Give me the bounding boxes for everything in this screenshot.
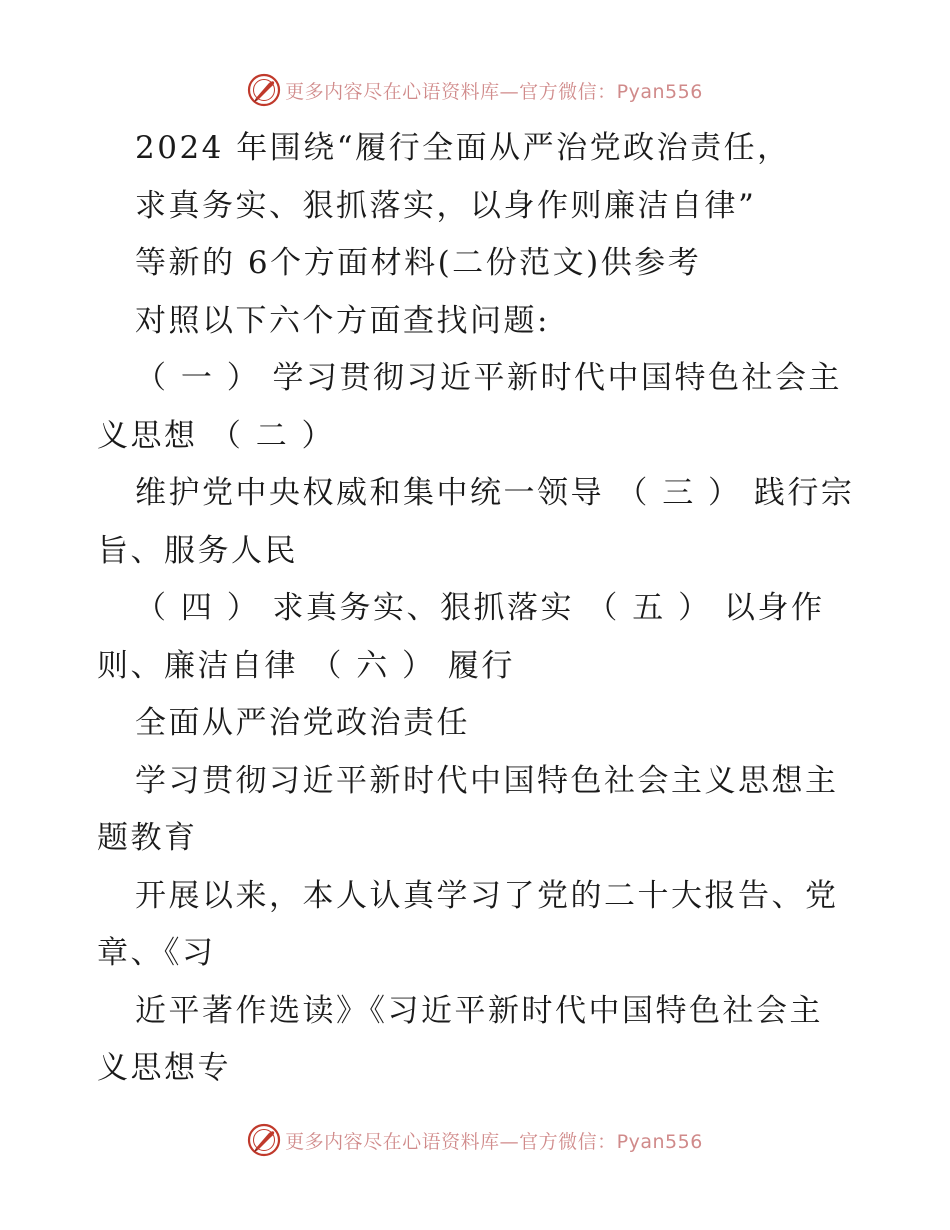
text-line: 题教育 (97, 820, 198, 856)
text-line: 旨、服务人民 (97, 532, 298, 569)
text-line: 求真务实、狠抓落实，以身作则廉洁自律” (135, 187, 757, 224)
footer-watermark (0, 1120, 950, 1160)
text-line: （ 四 ） 求真务实、狠抓落实 （ 五 ） 以身作 (135, 590, 825, 626)
text-line: 学习贯彻习近平新时代中国特色社会主义思想主 (135, 762, 839, 799)
text-line: 开展以来，本人认真学习了党的二十大报告、党 (135, 877, 839, 914)
text-line: 等新的 6个方面材料(二份范文)供参考 (135, 245, 702, 281)
text-line: 义思想 （ 二 ） (97, 417, 336, 454)
watermark-text: 更多内容尽在心语资料库—官方微信： (285, 80, 617, 103)
text-line: 全面从严治党政治责任 (135, 705, 470, 741)
quill-pen-logo-icon (247, 73, 281, 107)
text-line: 2024 年围绕“履行全面从严治党政治责任， (135, 130, 791, 166)
text-line: 对照以下六个方面查找问题: (135, 302, 550, 339)
text-line: 维护党中央权威和集中统一领导 （ 三 ） 践行宗 (135, 475, 855, 511)
header-watermark (0, 70, 950, 110)
text-line: 近平著作选读》《习近平新时代中国特色社会主 (135, 992, 823, 1029)
document-body (97, 120, 857, 1098)
text-line: 义思想专 (97, 1050, 231, 1086)
watermark-id: Pyan556 (616, 80, 703, 103)
text-line: （ 一 ） 学习贯彻习近平新时代中国特色社会主 (135, 360, 843, 396)
watermark-id: Pyan556 (616, 1130, 703, 1153)
text-line: 则、廉洁自律 （ 六 ） 履行 (97, 647, 515, 684)
watermark-text: 更多内容尽在心语资料库—官方微信： (285, 1130, 617, 1153)
quill-pen-logo-icon (247, 1123, 281, 1157)
text-line: 章、《习 (97, 935, 216, 971)
